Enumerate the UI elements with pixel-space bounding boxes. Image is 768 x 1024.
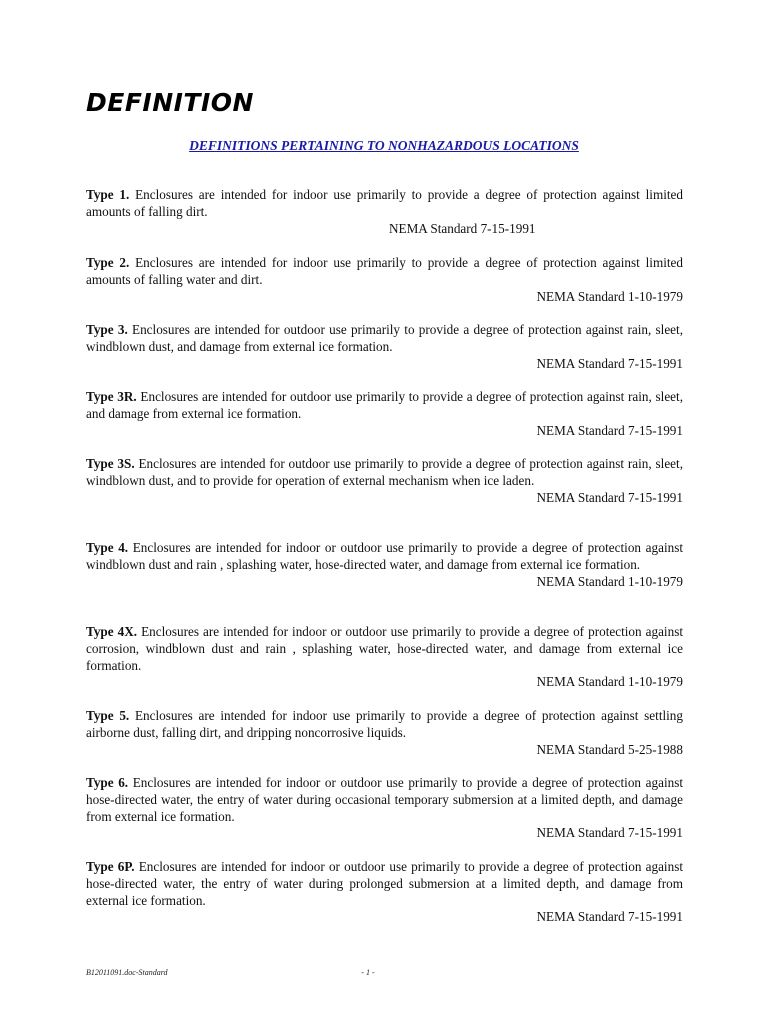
- definition-type-label: Type 4.: [86, 540, 129, 555]
- definition-type-label: Type 1.: [86, 187, 130, 202]
- definition-body: Enclosures are intended for indoor use primarily to provide a degree of protection against limited amounts of falling dirt.: [86, 187, 683, 219]
- definition-text: [86, 456, 683, 490]
- nema-standard-reference: NEMA Standard 1-10-1979: [536, 288, 683, 304]
- definition-body: Enclosures are intended for outdoor use primarily to provide a degree of protection against rain, sleet, windblown dust, and damage from external ice formation.: [86, 322, 683, 354]
- definition-text: [86, 775, 683, 825]
- definition-entry-type-3: [86, 322, 683, 372]
- definition-body: Enclosures are intended for indoor or outdoor use primarily to provide a degree of protection against corrosion, windblown dust and rain , splashing water, hose-directed water, and damage from external ice formation.: [86, 624, 683, 673]
- definition-entry-type-4: [86, 540, 683, 590]
- footer-filename: B12011091.doc-Standard: [86, 968, 168, 977]
- definition-type-label: Type 3R.: [86, 389, 137, 404]
- nema-standard-reference: NEMA Standard 1-10-1979: [536, 573, 683, 589]
- definition-body: Enclosures are intended for indoor use primarily to provide a degree of protection against limited amounts of falling water and dirt.: [86, 255, 683, 287]
- definition-type-label: Type 2.: [86, 255, 130, 270]
- nema-standard-reference: NEMA Standard 7-15-1991: [536, 909, 683, 925]
- nema-standard-reference: NEMA Standard 7-15-1991: [536, 825, 683, 841]
- definition-entry-type-6: [86, 775, 683, 842]
- definition-entry-type-5: [86, 708, 683, 758]
- definition-body: Enclosures are intended for indoor or outdoor use primarily to provide a degree of protection against hose-directed water, the entry of water during occasional temporary submersion at a limited depth, and damage from external ice formation.: [86, 775, 683, 824]
- nema-standard-reference: NEMA Standard 7-15-1991: [536, 355, 683, 371]
- definition-entry-type-4x: [86, 624, 683, 691]
- nema-standard-reference: NEMA Standard 7-15-1991: [389, 220, 536, 236]
- definition-type-label: Type 6.: [86, 775, 129, 790]
- definition-type-label: Type 3S.: [86, 456, 135, 471]
- definition-entry-type-6p: [86, 859, 683, 926]
- definition-text: [86, 322, 683, 356]
- definition-body: Enclosures are intended for outdoor use primarily to provide a degree of protection against rain, sleet, and damage from external ice formation.: [86, 389, 683, 421]
- page-title: DEFINITION: [86, 88, 254, 117]
- definition-type-label: Type 3.: [86, 322, 128, 337]
- definition-entry-type-2: [86, 255, 683, 305]
- definition-entry-type-1: [86, 187, 683, 237]
- definition-text: [86, 624, 683, 674]
- definition-text: [86, 540, 683, 574]
- definition-text: [86, 187, 683, 221]
- nema-standard-reference: NEMA Standard 5-25-1988: [536, 741, 683, 757]
- definition-text: [86, 389, 683, 423]
- definition-type-label: Type 4X.: [86, 624, 138, 639]
- definition-text: [86, 255, 683, 289]
- nema-standard-reference: NEMA Standard 1-10-1979: [536, 674, 683, 690]
- definition-body: Enclosures are intended for indoor use primarily to provide a degree of protection against settling airborne dust, falling dirt, and dripping noncorrosive liquids.: [86, 708, 683, 740]
- definition-text: [86, 859, 683, 909]
- footer-page-number: - 1 -: [361, 968, 375, 977]
- definition-type-label: Type 5.: [86, 708, 130, 723]
- definition-text: [86, 708, 683, 742]
- nema-standard-reference: NEMA Standard 7-15-1991: [536, 489, 683, 505]
- nema-standard-reference: NEMA Standard 7-15-1991: [536, 422, 683, 438]
- definition-entry-type-3s: [86, 456, 683, 506]
- definition-type-label: Type 6P.: [86, 859, 135, 874]
- section-subtitle: DEFINITIONS PERTAINING TO NONHAZARDOUS LOCATIONS: [189, 138, 579, 153]
- definition-body: Enclosures are intended for outdoor use primarily to provide a degree of protection against rain, sleet, windblown dust, and to provide for operation of external mechanism when ice laden.: [86, 456, 683, 488]
- definition-entry-type-3r: [86, 389, 683, 439]
- definition-body: Enclosures are intended for indoor or outdoor use primarily to provide a degree of protection against hose-directed water, the entry of water during prolonged submersion at a limited depth, and damage from external ice formation.: [86, 859, 683, 908]
- definition-body: Enclosures are intended for indoor or outdoor use primarily to provide a degree of protection against windblown dust and rain , splashing water, hose-directed water, and damage from external ice formation.: [86, 540, 683, 572]
